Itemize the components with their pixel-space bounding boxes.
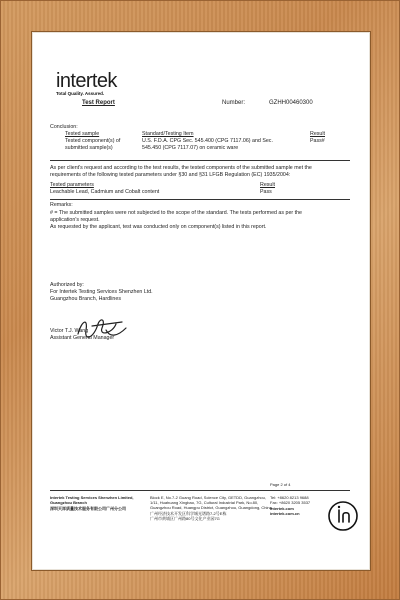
authorizer-name: Victor T.J. Wang	[50, 328, 89, 334]
remarks-line-1: # = The submitted samples were not subjected to the scope of the standard. The tests performed as per the	[50, 210, 302, 216]
param-result-value: Pass	[260, 189, 272, 195]
website-cn: intertek.com.cn	[270, 511, 300, 516]
footer-divider	[50, 490, 350, 491]
page-number: Page 2 of 4	[270, 482, 291, 487]
remarks-line-3: As requested by the applicant, test was conducted only on component(s) listed in this report.	[50, 224, 267, 230]
address-cn-1: 广州经济技术开发区科学城光谱路7-2号E栋	[150, 511, 227, 516]
authorized-branch: Guangzhou Branch, Hardlines	[50, 296, 121, 302]
param-heading: Tested parameters	[50, 182, 94, 188]
param-result-heading: Result	[260, 182, 276, 188]
company-name-line-2: Guangzhou Branch	[50, 500, 87, 505]
address-line-2: 1/11, Huahuang Xingbao, 7G, Cultural Industrial Park, No.80,	[150, 500, 259, 505]
authorized-company: For Intertek Testing Services Shenzhen Ltd.	[50, 289, 153, 295]
fax: Fax: +8620 3205 3537	[270, 500, 311, 505]
authorizer-role: Assistant General Manager	[50, 335, 115, 341]
certificate-page	[32, 32, 370, 570]
col-result: Result	[310, 131, 326, 137]
report-number: GZHH00460300	[269, 100, 313, 106]
sample-line-1: Tested component(s) of	[65, 138, 121, 144]
intertek-logo: intertek	[56, 70, 117, 92]
company-name-cn: 深圳天祥质量技术服务有限公司广州分公司	[50, 506, 126, 511]
address-cn-2: 广州市黄埔区广州路80号文化产业园7G	[150, 516, 220, 521]
authorized-heading: Authorized by:	[50, 282, 84, 288]
col-tested-sample: Tested sample	[65, 131, 100, 137]
report-number-label: Number:	[222, 100, 246, 106]
report-title: Test Report	[82, 100, 115, 106]
param-value: Leachable Lead, Cadmium and Cobalt content	[50, 189, 160, 195]
intertek-badge-icon	[327, 500, 359, 532]
standard-line-2: 545.450 (CPG 7117.07) on ceramic ware	[142, 145, 239, 151]
remarks-line-2: application's request.	[50, 217, 100, 223]
company-name-line-1: Intertek Testing Services Shenzhen Limited,	[50, 495, 134, 500]
remarks-heading: Remarks:	[50, 202, 73, 208]
address-line-3: Guangzhou Road, Huangpu District, Guangzhou, Guangdong, China	[150, 505, 272, 510]
logo-tagline: Total Quality. Assured.	[56, 91, 105, 96]
website: intertek.com	[270, 506, 294, 511]
divider	[50, 160, 350, 161]
telephone: Tel: +8620 8213 9688	[270, 495, 309, 500]
conclusion-heading: Conclusion:	[50, 124, 78, 130]
conclusion-para-2: requirements of the following tested parameters under §30 and §31 LFGB Regulation (EC) 1935/2004:	[50, 172, 291, 178]
divider	[50, 199, 350, 200]
standard-line-1: U.S. F.D.A. CPG Sec. 545.400 (CPG 7117.06) and Sec.	[142, 138, 273, 144]
col-standard: Standard/Testing Item	[142, 131, 194, 137]
address-line-1: Block E, No.7-2 Guang Road, Science City, GETDD, Guangzhou,	[150, 495, 266, 500]
conclusion-para-1: As per client's request and according to the test results, the tested components of the submitted sample met the	[50, 165, 312, 171]
sample-line-2: submitted sample(s)	[65, 145, 113, 151]
result-value: Pass#	[310, 138, 325, 144]
